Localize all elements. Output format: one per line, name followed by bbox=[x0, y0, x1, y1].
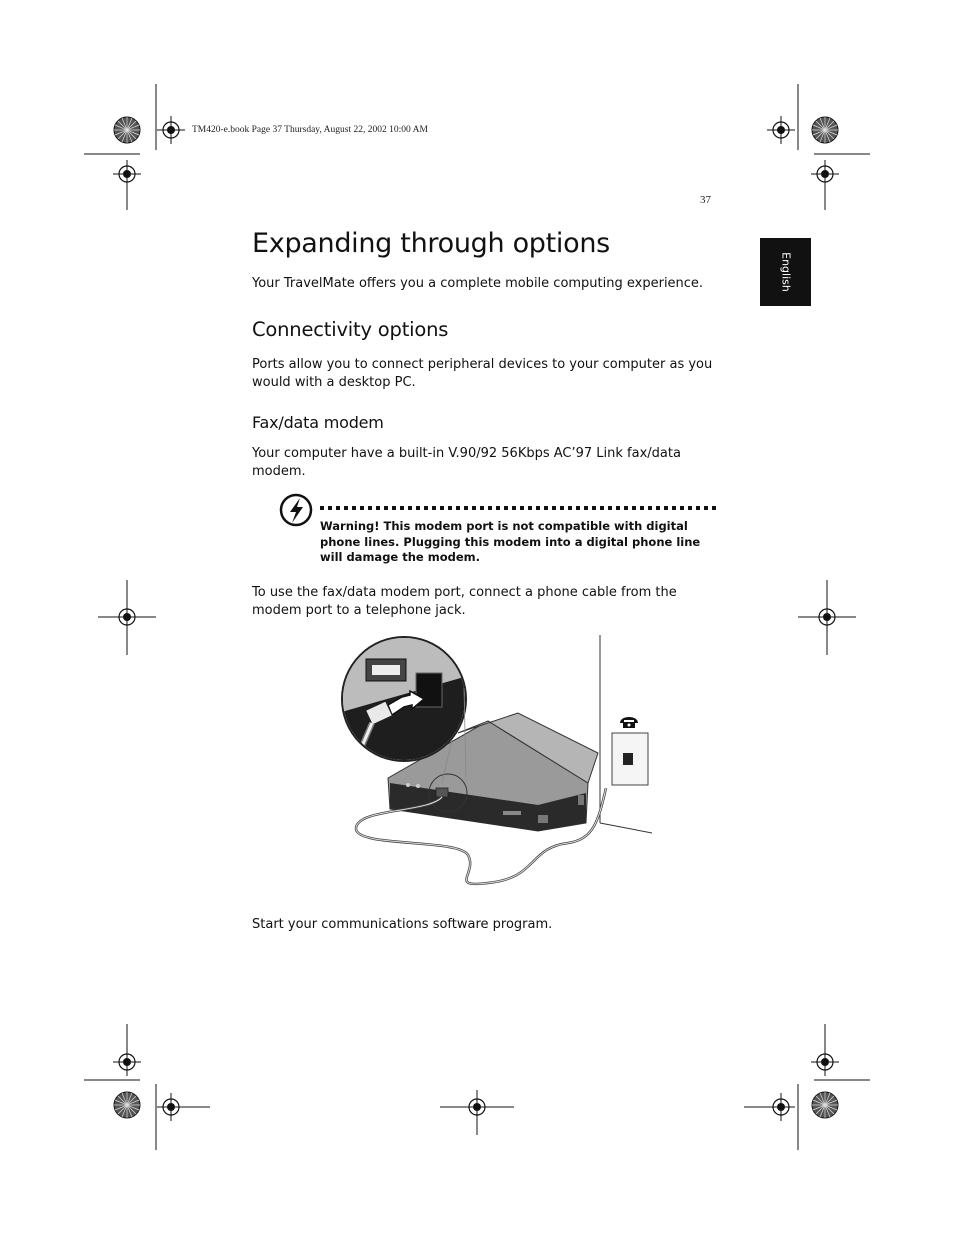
warning-divider bbox=[320, 505, 716, 511]
final-step-paragraph: Start your communications software program. bbox=[252, 917, 553, 932]
instruction-paragraph: To use the fax/data modem port, connect a phone cable from the modem port to a telephone jack. bbox=[252, 585, 677, 618]
lightning-warning-icon bbox=[279, 493, 313, 527]
section-heading: Connectivity options bbox=[252, 318, 449, 341]
subsection-paragraph: Your computer have a built-in V.90/92 56Kbps AC’97 Link fax/data modem. bbox=[252, 446, 681, 479]
section-paragraph: Ports allow you to connect peripheral devices to your computer as you would with a desktop PC. bbox=[252, 357, 713, 390]
page-title: Expanding through options bbox=[252, 228, 610, 259]
telephone-icon bbox=[620, 717, 638, 728]
warning-text: Warning! This modem port is not compatible with digital phone lines. Plugging this modem into a digital phone line will damage the modem. bbox=[320, 519, 701, 565]
print-header-stamp: TM420-e.book Page 37 Thursday, August 22, 2002 10:00 AM bbox=[192, 125, 428, 135]
page-number: 37 bbox=[700, 194, 711, 206]
modem-connection-illustration bbox=[338, 633, 656, 895]
language-tab bbox=[760, 238, 811, 306]
subsection-heading: Fax/data modem bbox=[252, 413, 384, 432]
intro-paragraph: Your TravelMate offers you a complete mobile computing experience. bbox=[252, 276, 704, 291]
language-tab-label: English bbox=[779, 252, 792, 292]
